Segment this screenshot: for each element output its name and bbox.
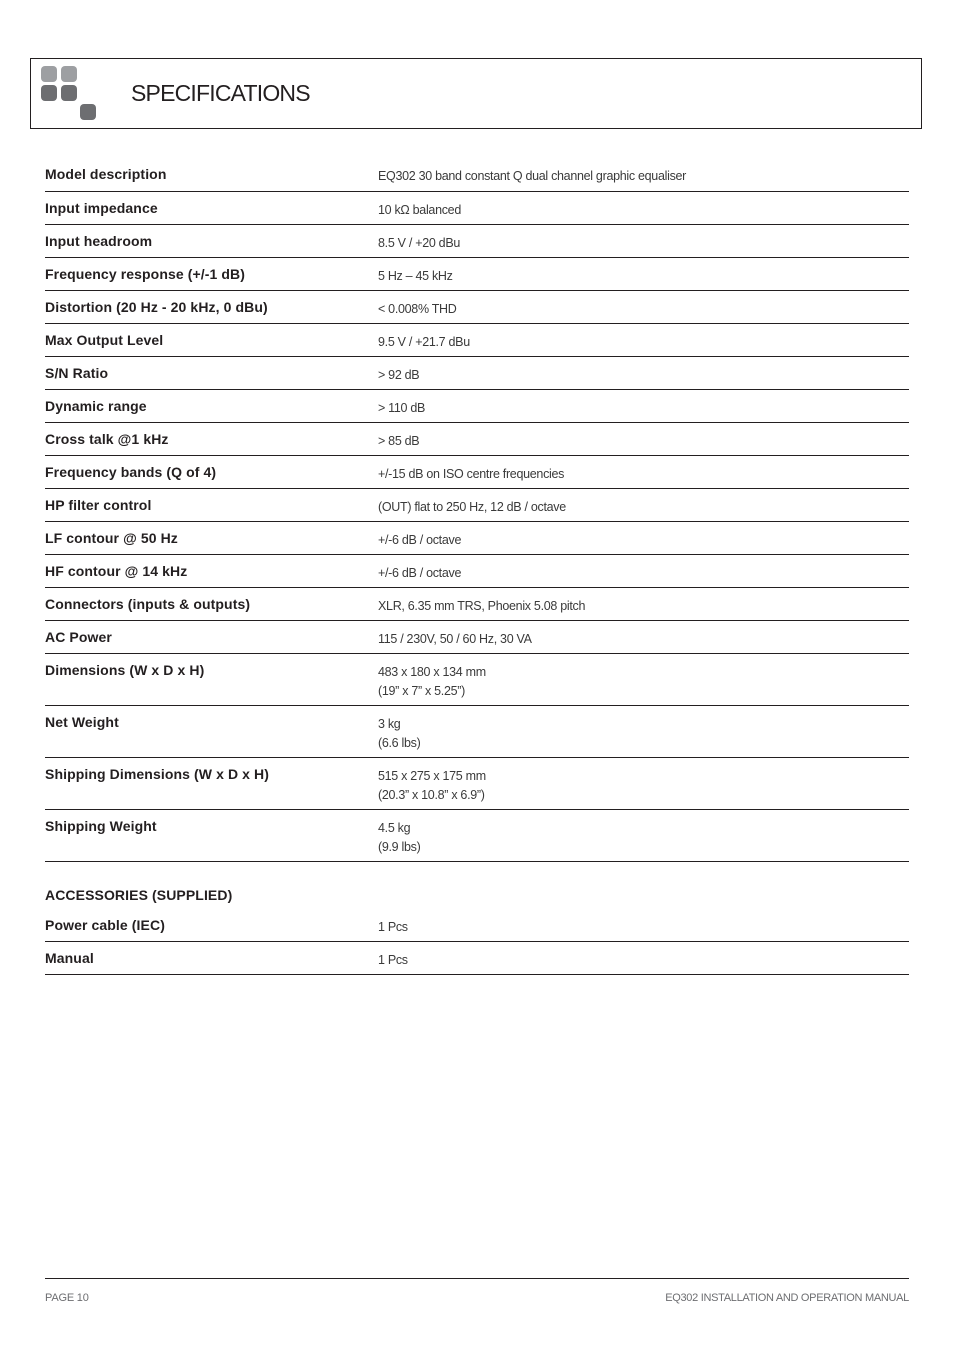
table-row [45, 225, 909, 258]
table-row [45, 588, 909, 621]
spec-value-line: +/-6 dB / octave [378, 533, 462, 547]
spec-value-line: 5 Hz – 45 kHz [378, 269, 453, 283]
spec-label: Power cable (IEC) [45, 917, 165, 933]
spec-value-line: +/-6 dB / octave [378, 566, 462, 580]
spec-label: Frequency response (+/-1 dB) [45, 266, 246, 282]
spec-value [378, 390, 909, 422]
table-row [45, 758, 909, 810]
spec-value [378, 654, 909, 705]
table-row [45, 423, 909, 456]
table-row [45, 489, 909, 522]
spec-value [378, 158, 909, 191]
spec-value-line: 10 kΩ balanced [378, 203, 461, 217]
spec-label: Frequency bands (Q of 4) [45, 464, 217, 480]
spec-label: Model description [45, 166, 167, 182]
table-row [45, 258, 909, 291]
spec-value [378, 456, 909, 488]
table-row [45, 555, 909, 588]
spec-value-line: (OUT) flat to 250 Hz, 12 dB / octave [378, 500, 566, 514]
spec-value-line: (6.6 lbs) [378, 736, 421, 750]
spec-value-line: XLR, 6.35 mm TRS, Phoenix 5.08 pitch [378, 599, 586, 613]
spec-label: Dimensions (W x D x H) [45, 662, 205, 678]
table-row [45, 192, 909, 225]
accessories-table [45, 909, 909, 975]
spec-value [378, 357, 909, 389]
spec-value [378, 258, 909, 290]
spec-label: Distortion (20 Hz - 20 kHz, 0 dBu) [45, 299, 268, 315]
spec-label: Shipping Weight [45, 818, 157, 834]
spec-value-line: < 0.008% THD [378, 302, 457, 316]
spec-value-line: > 110 dB [378, 401, 426, 415]
spec-value-line: (20.3” x 10.8” x 6.9”) [378, 788, 485, 802]
spec-value-line: 115 / 230V, 50 / 60 Hz, 30 VA [378, 632, 532, 646]
page-number: PAGE 10 [45, 1292, 89, 1304]
table-row [45, 621, 909, 654]
spec-value-line: +/-15 dB on ISO centre frequencies [378, 467, 565, 481]
table-row [45, 706, 909, 758]
spec-value-line: 9.5 V / +21.7 dBu [378, 335, 470, 349]
table-row [45, 390, 909, 423]
logo-square [41, 85, 57, 101]
table-row [45, 654, 909, 706]
logo-square [61, 85, 77, 101]
spec-value-line: (9.9 lbs) [378, 840, 421, 854]
spec-label: AC Power [45, 629, 112, 645]
spec-value-line: 515 x 275 x 175 mm [378, 769, 486, 783]
table-row [45, 357, 909, 390]
spec-label: Dynamic range [45, 398, 147, 414]
logo-square [61, 66, 77, 82]
spec-value-line: 483 x 180 x 134 mm [378, 665, 486, 679]
spec-value [378, 192, 909, 224]
spec-value [378, 324, 909, 356]
manual-title: EQ302 INSTALLATION AND OPERATION MANUAL [665, 1292, 909, 1304]
table-row [45, 942, 909, 975]
spec-value-line: > 85 dB [378, 434, 420, 448]
spec-value [378, 621, 909, 653]
spec-label: HF contour @ 14 kHz [45, 563, 188, 579]
table-row [45, 291, 909, 324]
spec-value-line: > 92 dB [378, 368, 420, 382]
accessories-heading: ACCESSORIES (SUPPLIED) [45, 887, 233, 903]
table-row [45, 158, 909, 192]
spec-value [378, 810, 909, 861]
spec-value [378, 423, 909, 455]
page-title: SPECIFICATIONS [131, 80, 310, 106]
spec-value [378, 909, 909, 941]
logo-square [41, 66, 57, 82]
spec-label: Connectors (inputs & outputs) [45, 596, 251, 612]
spec-value [378, 225, 909, 257]
spec-value [378, 522, 909, 554]
spec-value [378, 588, 909, 620]
spec-label: LF contour @ 50 Hz [45, 530, 178, 546]
spec-label: HP filter control [45, 497, 152, 513]
spec-value [378, 758, 909, 809]
logo-square [80, 104, 96, 120]
spec-value-line: (19” x 7” x 5.25”) [378, 684, 465, 698]
table-row [45, 324, 909, 357]
specifications-table [45, 158, 909, 862]
spec-value-line: 1 Pcs [378, 920, 408, 934]
spec-value [378, 489, 909, 521]
spec-label: Cross talk @1 kHz [45, 431, 169, 447]
spec-label: Input headroom [45, 233, 153, 249]
spec-label: Max Output Level [45, 332, 164, 348]
spec-label: Net Weight [45, 714, 119, 730]
footer-divider [45, 1278, 909, 1279]
spec-value-line: 1 Pcs [378, 953, 408, 967]
spec-label: Shipping Dimensions (W x D x H) [45, 766, 269, 782]
brand-logo-icon [41, 66, 101, 122]
spec-value-line: 3 kg [378, 717, 401, 731]
spec-value [378, 291, 909, 323]
spec-value-line: 8.5 V / +20 dBu [378, 236, 461, 250]
spec-label: S/N Ratio [45, 365, 109, 381]
spec-value [378, 555, 909, 587]
spec-value [378, 942, 909, 974]
spec-value-line: 4.5 kg [378, 821, 411, 835]
table-row [45, 909, 909, 942]
spec-label: Manual [45, 950, 94, 966]
table-row [45, 456, 909, 489]
spec-label: Input impedance [45, 200, 158, 216]
table-row [45, 522, 909, 555]
table-row [45, 810, 909, 862]
spec-value [378, 706, 909, 757]
spec-value-line: EQ302 30 band constant Q dual channel graphic equaliser [378, 169, 687, 183]
